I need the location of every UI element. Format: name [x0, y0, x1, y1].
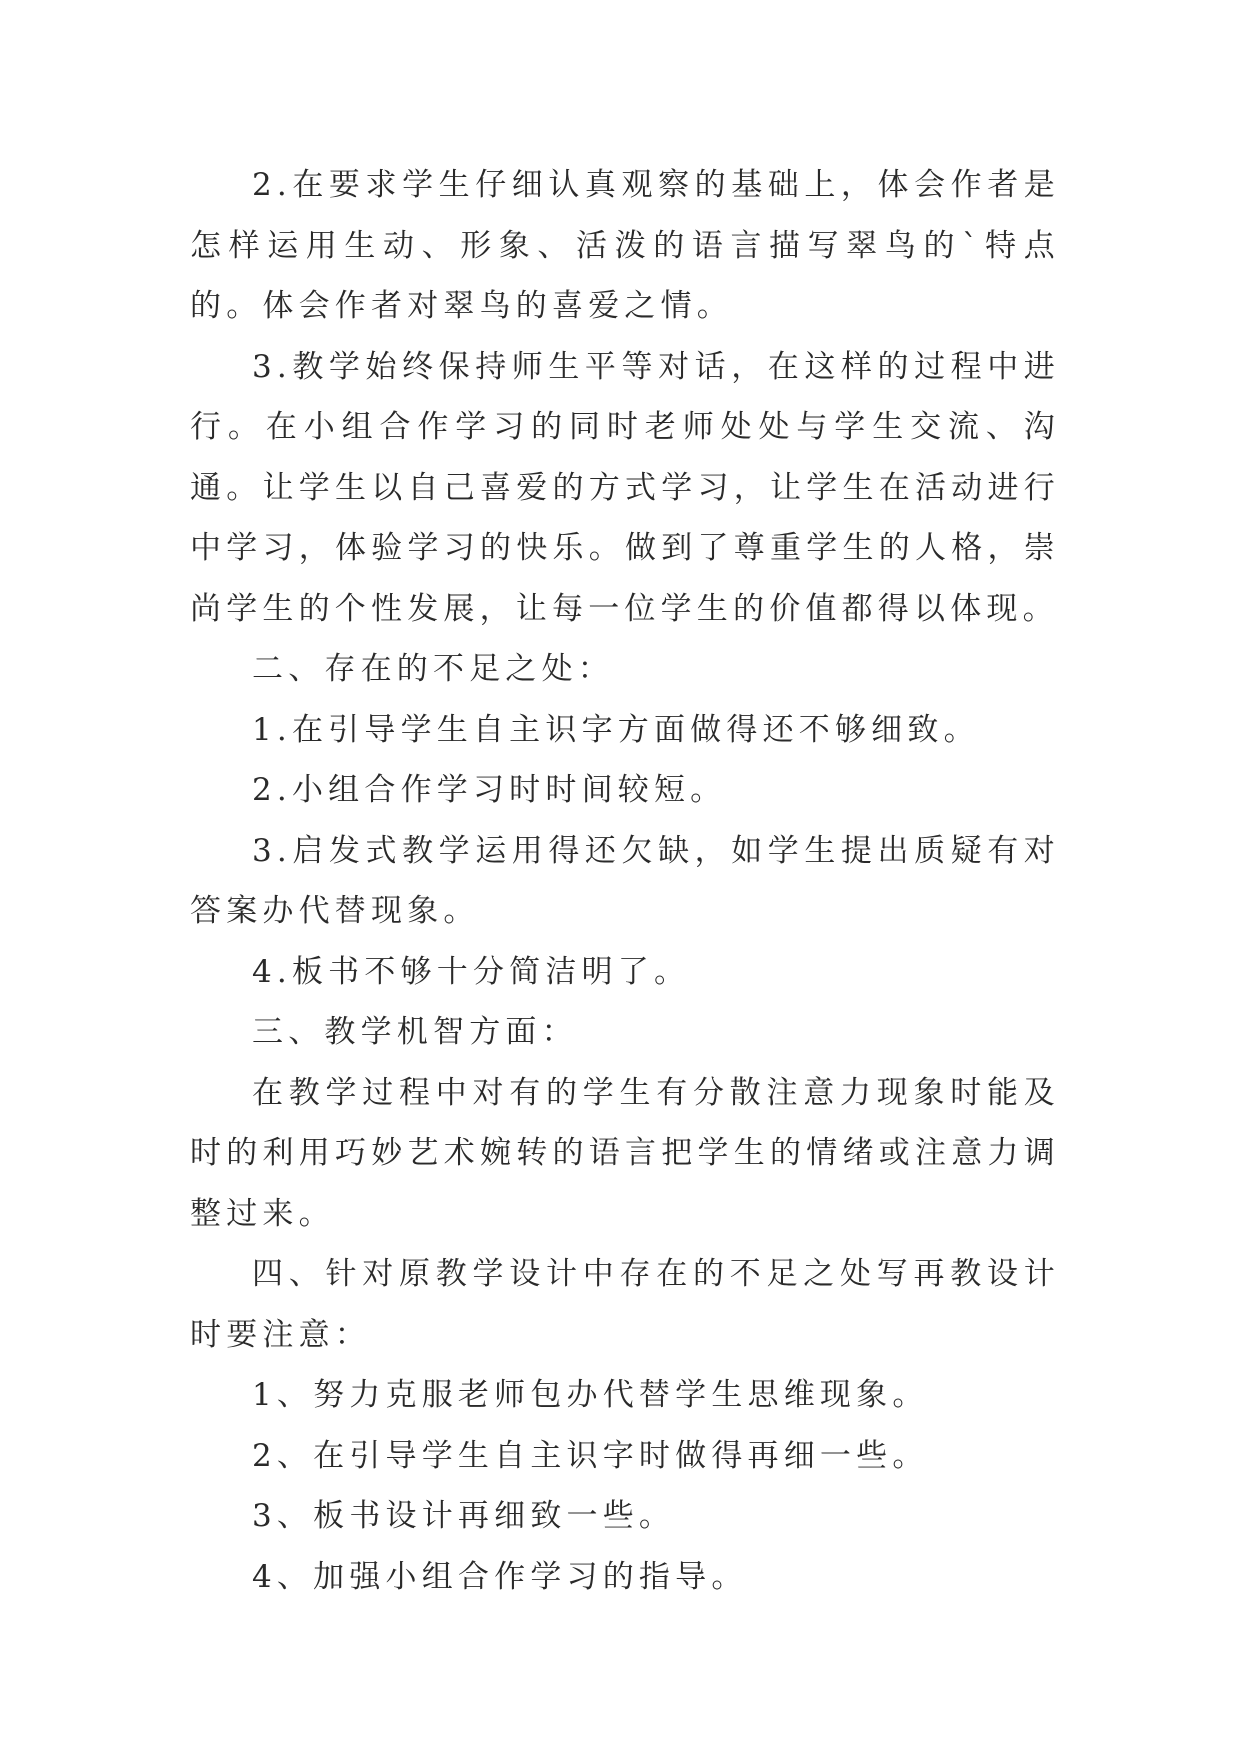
paragraph: 3.教学始终保持师生平等对话，在这样的过程中进行。在小组合作学习的同时老师处处与学生交流、沟通。让学生以自己喜爱的方式学习，让学生在活动进行中学习，体验学习的快乐。做到了尊重学生的人格，崇尚学生的个性发展，让每一位学生的价值都得以体现。	[190, 348, 1060, 627]
list-item: 2.小组合作学习时时间较短。	[252, 772, 727, 808]
list-item: 1、努力克服老师包办代替学生思维现象。	[252, 1377, 929, 1413]
list-item: 1.在引导学生自主识字方面做得还不够细致。	[252, 711, 980, 748]
list-item: 2、在引导学生自主识字时做得再细一些。	[252, 1437, 929, 1474]
section-heading: 四、针对原教学设计中存在的不足之处写再教设计时要注意：	[190, 1256, 1060, 1353]
section-heading: 三、教学机智方面：	[252, 1014, 578, 1050]
list-item: 4、加强小组合作学习的指导。	[252, 1558, 748, 1595]
list-item: 4.板书不够十分简洁明了。	[252, 953, 691, 990]
list-item: 3.启发式教学运用得还欠缺，如学生提出质疑有对答案办代替现象。	[190, 832, 1060, 929]
paragraph: 2.在要求学生仔细认真观察的基础上，体会作者是怎样运用生动、形象、活泼的语言描写翠鸟的`特点的。体会作者对翠鸟的喜爱之情。	[190, 167, 1060, 324]
list-item: 3、板书设计再细致一些。	[252, 1498, 676, 1534]
paragraph: 在教学过程中对有的学生有分散注意力现象时能及时的利用巧妙艺术婉转的语言把学生的情绪或注意力调整过来。	[190, 1074, 1060, 1232]
document-body	[190, 155, 1060, 1607]
section-heading: 二、存在的不足之处：	[252, 651, 614, 687]
